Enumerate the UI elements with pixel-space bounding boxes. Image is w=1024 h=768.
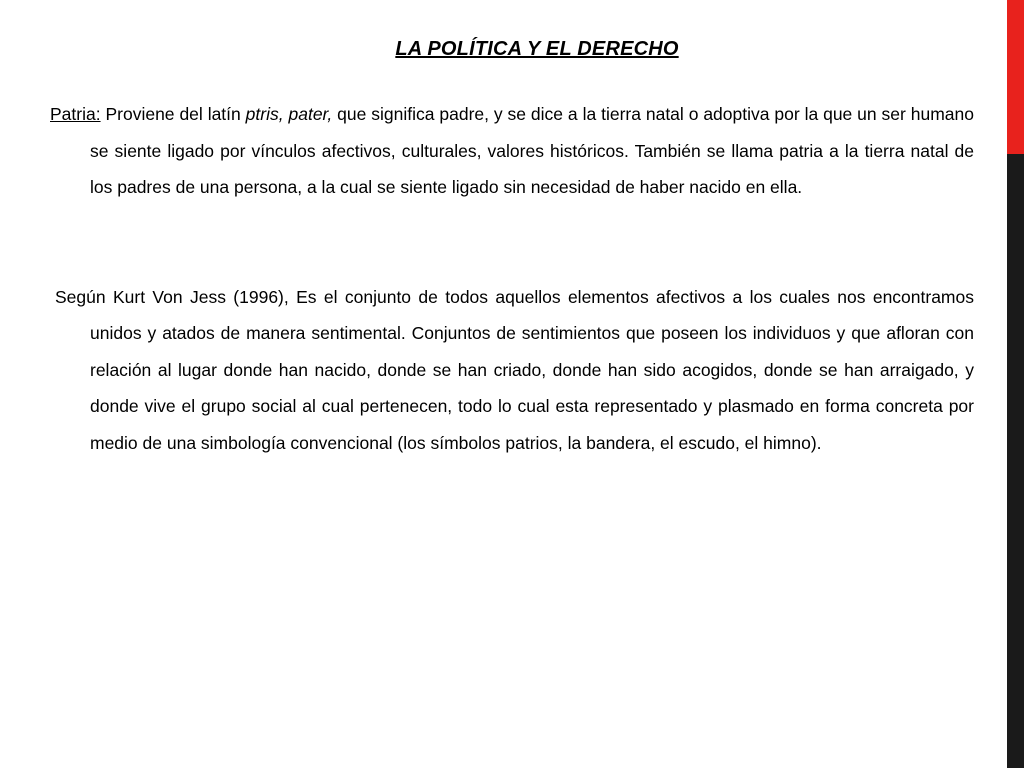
paragraph-von-jess: Según Kurt Von Jess (1996), Es el conjunto de todos aquellos elementos afectivos a los cuales nos encontramos unidos y atados de manera sentimental. Conjuntos de sentimientos que poseen los individuos y que afloran con relación al lugar donde han nacido, donde se han criado, donde han sido acogidos, donde se han arraigado, y donde vive el grupo social al cual pertenecen, todo lo cual esta representado y plasmado en forma concreta por medio de una simbología convencional (los símbolos patrios, la bandera, el escudo, el himno).: [55, 286, 974, 453]
paragraph-patria: [50, 96, 974, 206]
slide-title: LA POLÍTICA Y EL DERECHO: [395, 38, 679, 60]
paragraph-patria-italic: ptris, pater,: [245, 104, 333, 124]
accent-bar-dark: [1007, 154, 1024, 768]
slide-content: [50, 96, 974, 461]
paragraph-patria-text-1: Proviene del latín: [100, 104, 246, 124]
accent-bar-red: [1007, 0, 1024, 154]
paragraph-patria-text-2: que significa padre, y se dice a la tierra natal o adoptiva por la que un ser humano se siente ligado por vínculos afectivos, culturales, valores históricos. También se llama patria a la tierra natal de los padres de una persona, a la cual se siente ligado sin necesidad de haber nacido en ella.: [90, 104, 974, 197]
term-patria: Patria:: [50, 104, 101, 124]
